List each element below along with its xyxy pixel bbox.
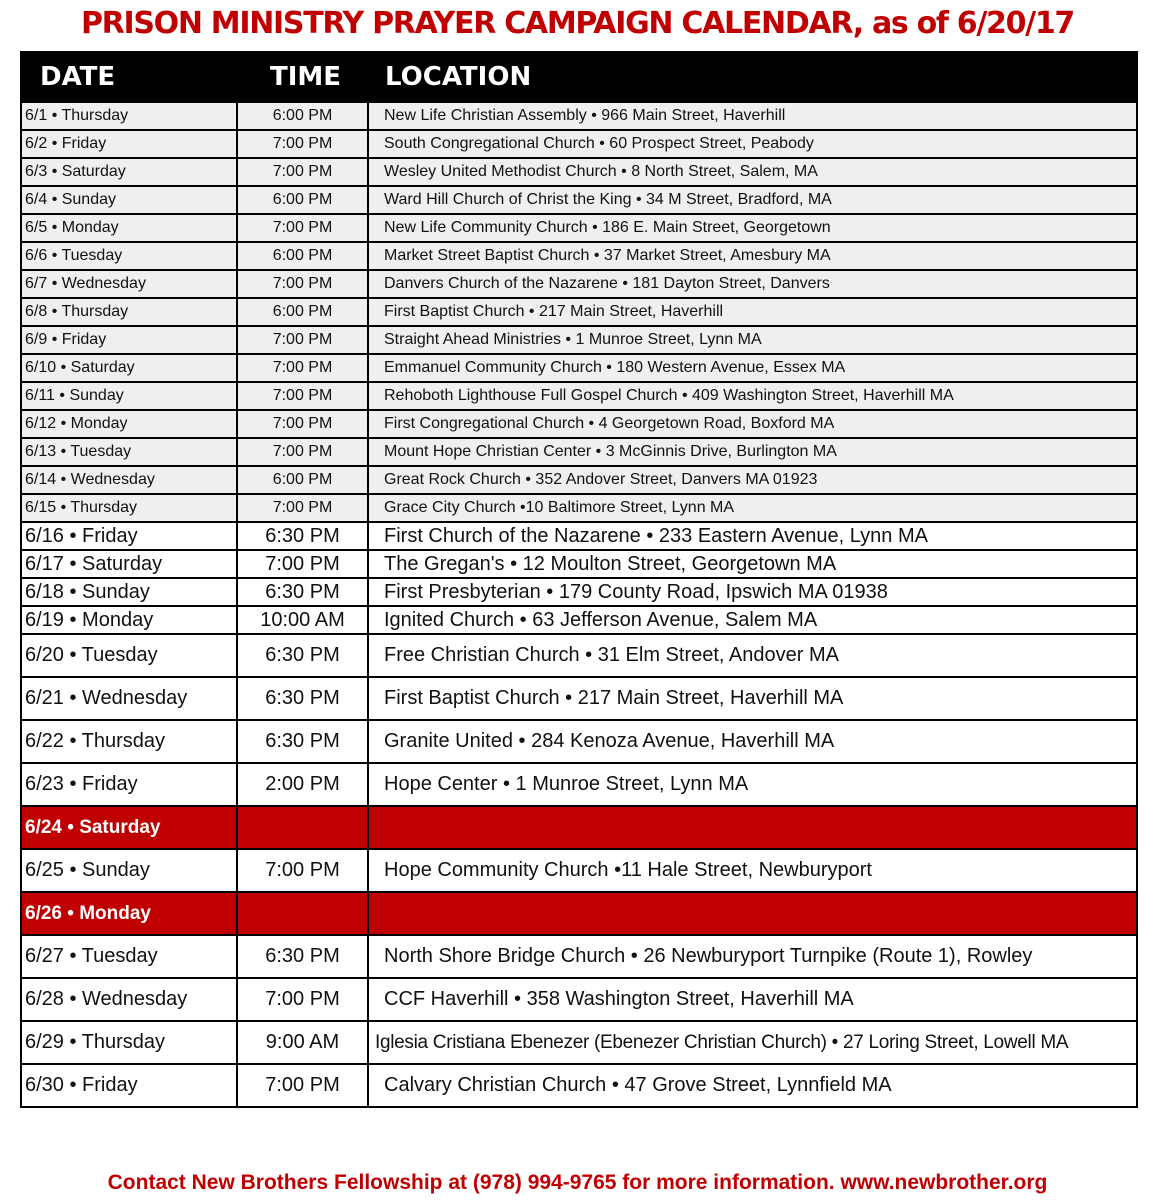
location-cell: Emmanuel Community Church • 180 Western Avenue, Essex MA <box>368 354 1137 382</box>
date-cell: 6/30 • Friday <box>21 1064 237 1107</box>
time-cell: 7:00 PM <box>237 1064 368 1107</box>
location-cell: Great Rock Church • 352 Andover Street, Danvers MA 01923 <box>368 466 1137 494</box>
time-cell: 6:00 PM <box>237 186 368 214</box>
location-cell: Wesley United Methodist Church • 8 North Street, Salem, MA <box>368 158 1137 186</box>
date-cell: 6/28 • Wednesday <box>21 978 237 1021</box>
date-cell: 6/21 • Wednesday <box>21 677 237 720</box>
date-cell: 6/26 • Monday <box>21 892 237 935</box>
time-cell: 6:30 PM <box>237 935 368 978</box>
date-cell: 6/9 • Friday <box>21 326 237 354</box>
date-cell: 6/3 • Saturday <box>21 158 237 186</box>
column-header-location: LOCATION <box>368 52 1137 102</box>
date-cell: 6/25 • Sunday <box>21 849 237 892</box>
table-row <box>21 438 1137 466</box>
table-header-row <box>21 52 1137 102</box>
location-cell: The Gregan's • 12 Moulton Street, Georgetown MA <box>368 550 1137 578</box>
table-row <box>21 677 1137 720</box>
location-cell: First Congregational Church • 4 Georgetown Road, Boxford MA <box>368 410 1137 438</box>
date-cell: 6/12 • Monday <box>21 410 237 438</box>
time-cell: 9:00 AM <box>237 1021 368 1064</box>
location-cell: First Presbyterian • 179 County Road, Ipswich MA 01938 <box>368 578 1137 606</box>
time-cell: 7:00 PM <box>237 214 368 242</box>
date-cell: 6/13 • Tuesday <box>21 438 237 466</box>
location-cell: First Baptist Church • 217 Main Street, Haverhill <box>368 298 1137 326</box>
time-cell: 7:00 PM <box>237 550 368 578</box>
location-cell: CCF Haverhill • 358 Washington Street, Haverhill MA <box>368 978 1137 1021</box>
column-header-date: DATE <box>21 52 237 102</box>
table-row <box>21 242 1137 270</box>
date-cell: 6/10 • Saturday <box>21 354 237 382</box>
location-cell: New Life Community Church • 186 E. Main Street, Georgetown <box>368 214 1137 242</box>
time-cell: 6:30 PM <box>237 677 368 720</box>
date-cell: 6/22 • Thursday <box>21 720 237 763</box>
location-cell: New Life Christian Assembly • 966 Main Street, Haverhill <box>368 102 1137 130</box>
time-cell: 6:00 PM <box>237 298 368 326</box>
date-cell: 6/11 • Sunday <box>21 382 237 410</box>
table-row <box>21 326 1137 354</box>
date-cell: 6/23 • Friday <box>21 763 237 806</box>
date-cell: 6/29 • Thursday <box>21 1021 237 1064</box>
time-cell: 2:00 PM <box>237 763 368 806</box>
location-cell <box>368 892 1137 935</box>
date-cell: 6/5 • Monday <box>21 214 237 242</box>
table-row <box>21 634 1137 677</box>
date-cell: 6/16 • Friday <box>21 522 237 550</box>
date-cell: 6/8 • Thursday <box>21 298 237 326</box>
page-title: PRISON MINISTRY PRAYER CAMPAIGN CALENDAR, as of 6/20/17 <box>81 6 1074 41</box>
date-cell: 6/2 • Friday <box>21 130 237 158</box>
table-row <box>21 270 1137 298</box>
time-cell: 7:00 PM <box>237 849 368 892</box>
time-cell: 6:30 PM <box>237 634 368 677</box>
table-row <box>21 214 1137 242</box>
location-cell: North Shore Bridge Church • 26 Newburyport Turnpike (Route 1), Rowley <box>368 935 1137 978</box>
time-cell: 7:00 PM <box>237 438 368 466</box>
date-cell: 6/20 • Tuesday <box>21 634 237 677</box>
time-cell: 7:00 PM <box>237 270 368 298</box>
date-cell: 6/7 • Wednesday <box>21 270 237 298</box>
date-cell: 6/17 • Saturday <box>21 550 237 578</box>
location-cell: Grace City Church •10 Baltimore Street, Lynn MA <box>368 494 1137 522</box>
table-row <box>21 382 1137 410</box>
location-cell: Rehoboth Lighthouse Full Gospel Church • 409 Washington Street, Haverhill MA <box>368 382 1137 410</box>
table-row <box>21 354 1137 382</box>
table-row <box>21 522 1137 550</box>
date-cell: 6/4 • Sunday <box>21 186 237 214</box>
time-cell: 7:00 PM <box>237 326 368 354</box>
location-cell: Ignited Church • 63 Jefferson Avenue, Salem MA <box>368 606 1137 634</box>
location-cell: Hope Center • 1 Munroe Street, Lynn MA <box>368 763 1137 806</box>
table-row <box>21 849 1137 892</box>
table-row <box>21 158 1137 186</box>
table-row <box>21 466 1137 494</box>
table-row <box>21 763 1137 806</box>
contact-footer: Contact New Brothers Fellowship at (978) 994-9765 for more information. www.newbrother.org <box>107 1171 1048 1194</box>
table-row <box>21 298 1137 326</box>
calendar-table <box>20 51 1138 1108</box>
table-row <box>21 578 1137 606</box>
time-cell: 7:00 PM <box>237 130 368 158</box>
time-cell: 6:30 PM <box>237 578 368 606</box>
location-cell: Danvers Church of the Nazarene • 181 Dayton Street, Danvers <box>368 270 1137 298</box>
table-row <box>21 935 1137 978</box>
time-cell: 7:00 PM <box>237 494 368 522</box>
table-row <box>21 550 1137 578</box>
time-cell: 7:00 PM <box>237 410 368 438</box>
date-cell: 6/14 • Wednesday <box>21 466 237 494</box>
location-cell: Hope Community Church •11 Hale Street, Newburyport <box>368 849 1137 892</box>
calendar-table-container <box>20 51 1136 1108</box>
location-cell <box>368 806 1137 849</box>
column-header-time: TIME <box>237 52 368 102</box>
table-body <box>21 102 1137 1107</box>
date-cell: 6/6 • Tuesday <box>21 242 237 270</box>
location-cell: Granite United • 284 Kenoza Avenue, Haverhill MA <box>368 720 1137 763</box>
time-cell: 6:00 PM <box>237 466 368 494</box>
table-row <box>21 186 1137 214</box>
date-cell: 6/27 • Tuesday <box>21 935 237 978</box>
time-cell: 6:00 PM <box>237 102 368 130</box>
time-cell <box>237 892 368 935</box>
date-cell: 6/24 • Saturday <box>21 806 237 849</box>
location-cell: Calvary Christian Church • 47 Grove Street, Lynnfield MA <box>368 1064 1137 1107</box>
table-row <box>21 494 1137 522</box>
location-cell: Straight Ahead Ministries • 1 Munroe Street, Lynn MA <box>368 326 1137 354</box>
location-cell: First Baptist Church • 217 Main Street, Haverhill MA <box>368 677 1137 720</box>
table-row <box>21 102 1137 130</box>
time-cell: 10:00 AM <box>237 606 368 634</box>
date-cell: 6/1 • Thursday <box>21 102 237 130</box>
date-cell: 6/18 • Sunday <box>21 578 237 606</box>
time-cell: 7:00 PM <box>237 354 368 382</box>
table-row-highlighted <box>21 892 1137 935</box>
time-cell: 6:00 PM <box>237 242 368 270</box>
location-cell: Mount Hope Christian Center • 3 McGinnis Drive, Burlington MA <box>368 438 1137 466</box>
location-cell: Market Street Baptist Church • 37 Market Street, Amesbury MA <box>368 242 1137 270</box>
time-cell: 7:00 PM <box>237 382 368 410</box>
location-cell: Iglesia Cristiana Ebenezer (Ebenezer Christian Church) • 27 Loring Street, Lowell MA <box>368 1021 1137 1064</box>
table-row <box>21 1064 1137 1107</box>
time-cell: 7:00 PM <box>237 978 368 1021</box>
table-row-highlighted <box>21 806 1137 849</box>
table-row <box>21 1021 1137 1064</box>
time-cell: 6:30 PM <box>237 522 368 550</box>
location-cell: South Congregational Church • 60 Prospect Street, Peabody <box>368 130 1137 158</box>
date-cell: 6/15 • Thursday <box>21 494 237 522</box>
table-row <box>21 130 1137 158</box>
location-cell: Free Christian Church • 31 Elm Street, Andover MA <box>368 634 1137 677</box>
table-row <box>21 606 1137 634</box>
location-cell: First Church of the Nazarene • 233 Eastern Avenue, Lynn MA <box>368 522 1137 550</box>
location-cell: Ward Hill Church of Christ the King • 34 M Street, Bradford, MA <box>368 186 1137 214</box>
table-row <box>21 410 1137 438</box>
table-row <box>21 720 1137 763</box>
time-cell: 6:30 PM <box>237 720 368 763</box>
time-cell: 7:00 PM <box>237 158 368 186</box>
date-cell: 6/19 • Monday <box>21 606 237 634</box>
time-cell <box>237 806 368 849</box>
table-row <box>21 978 1137 1021</box>
